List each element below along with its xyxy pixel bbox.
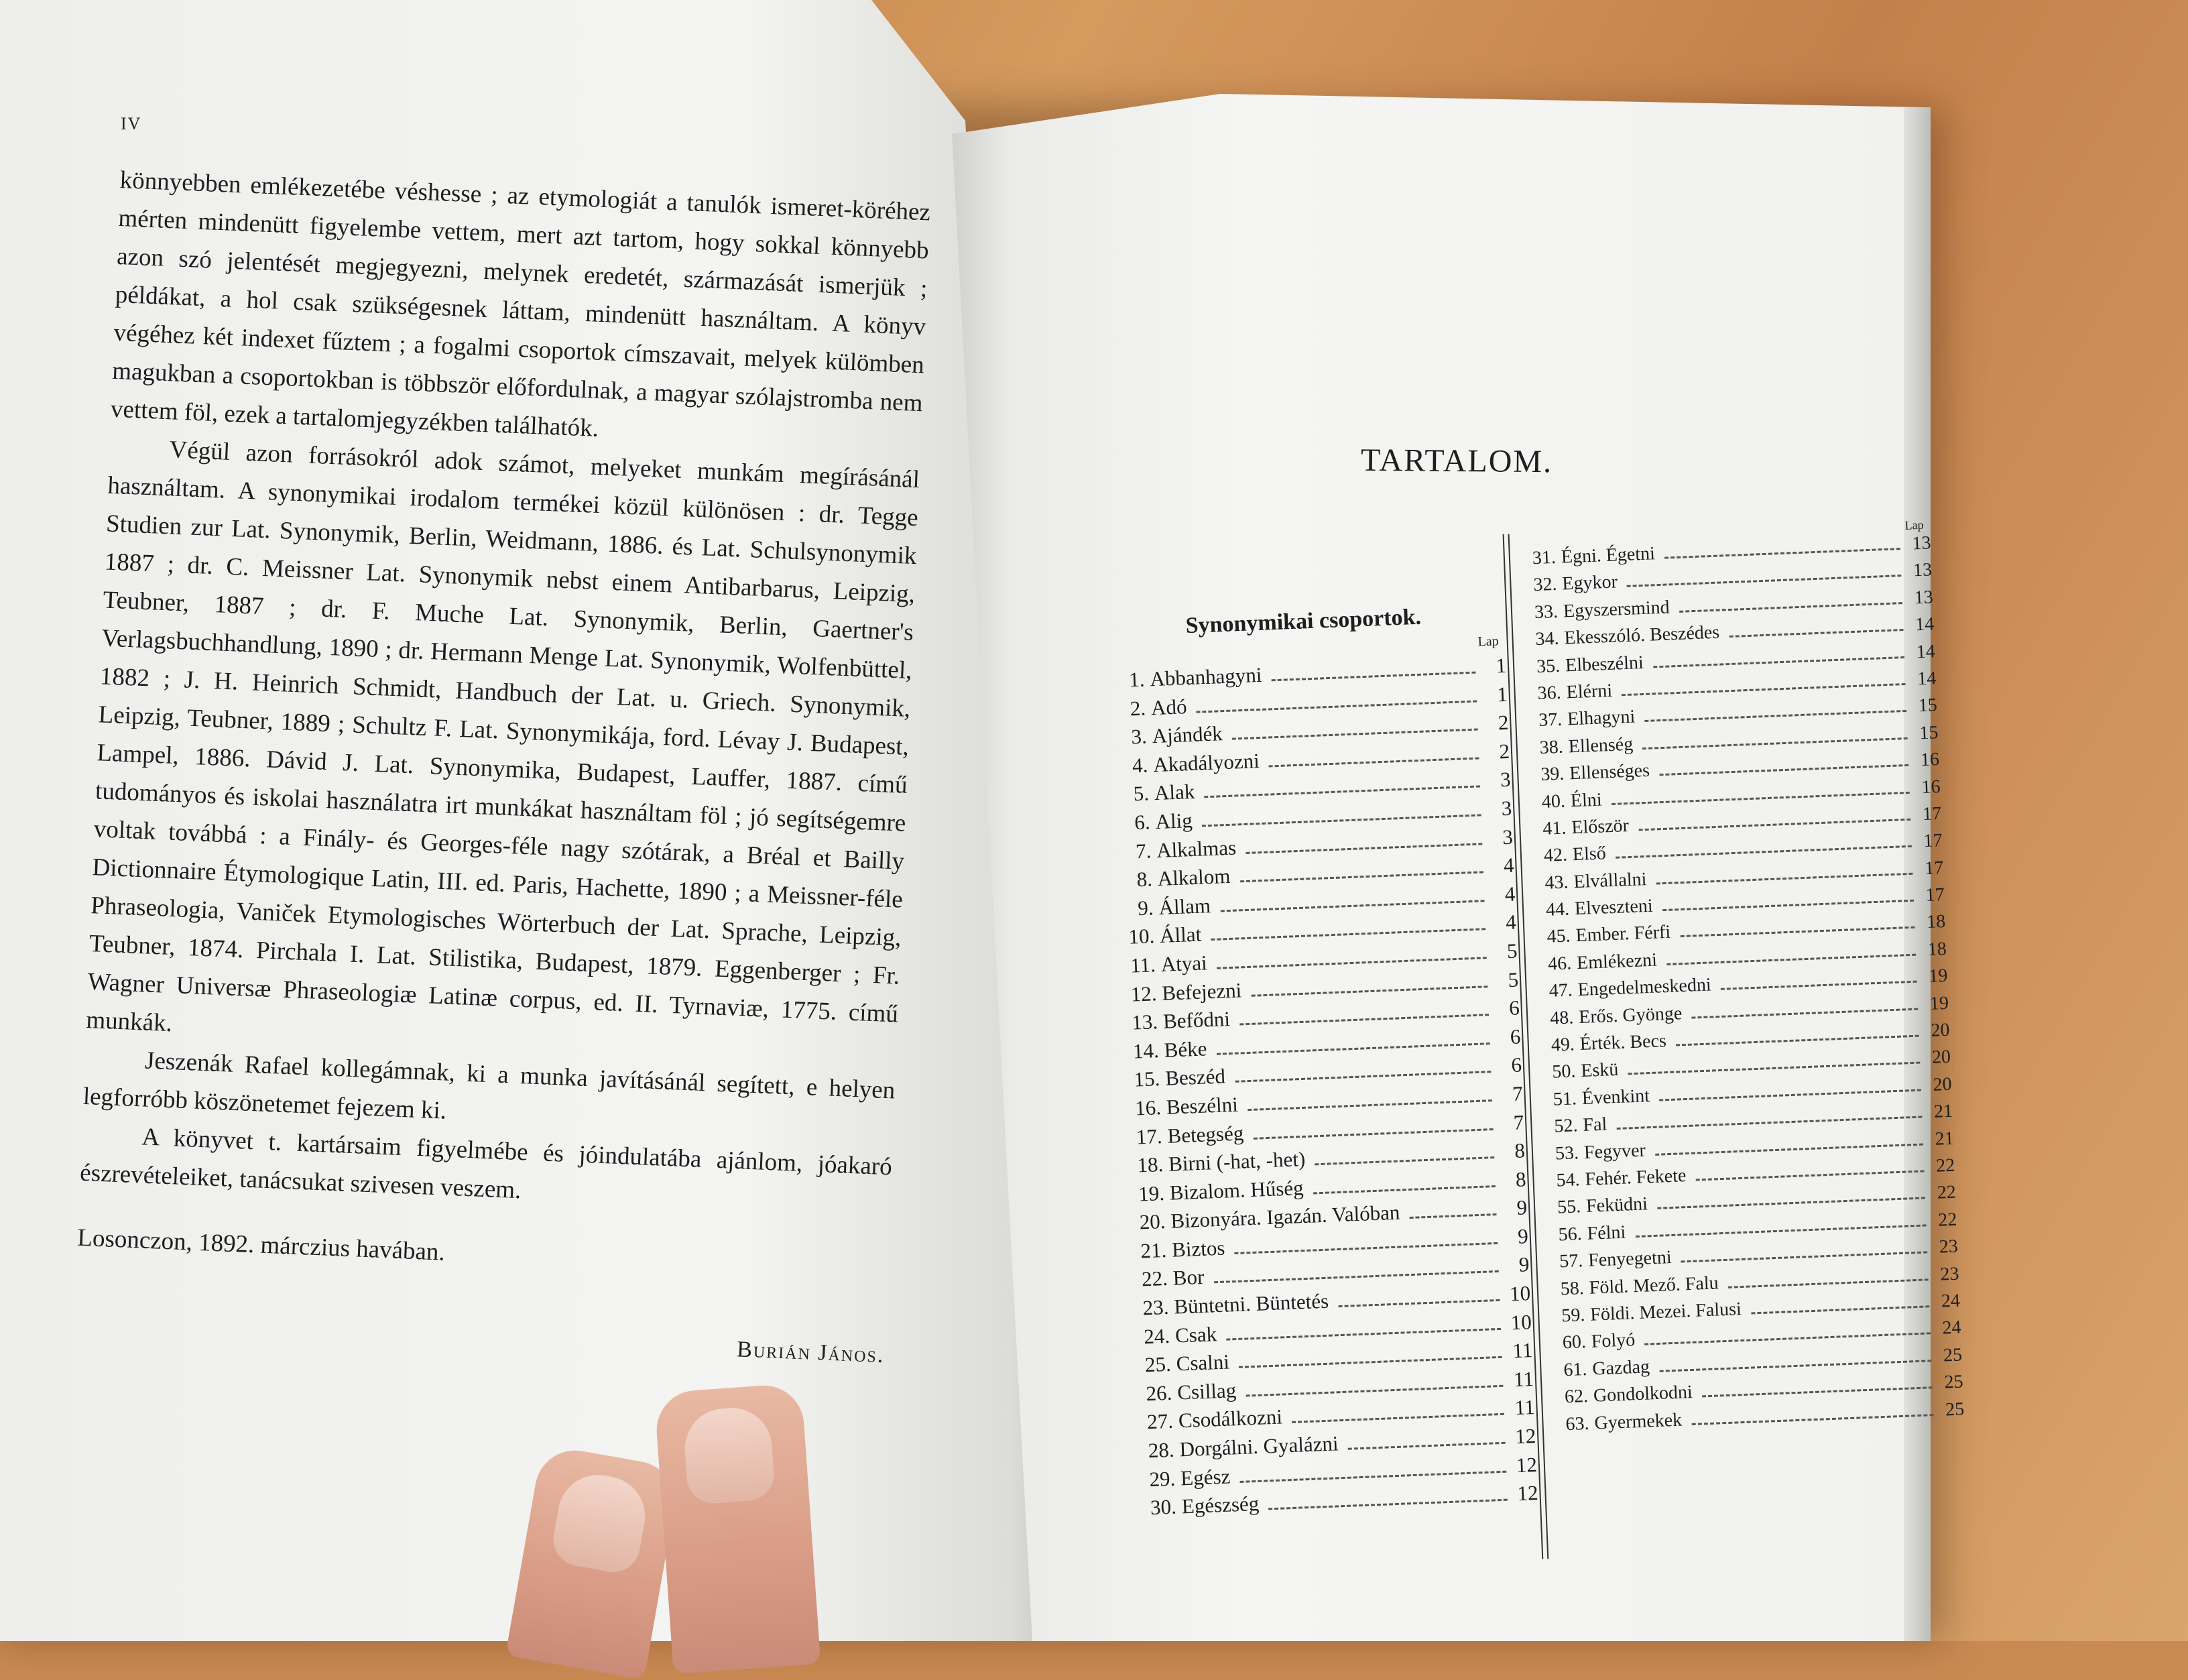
- toc-entry-number: 11.: [1130, 953, 1156, 977]
- toc-entry-number: 55.: [1557, 1196, 1581, 1218]
- toc-leader-dots: [1315, 1156, 1494, 1165]
- toc-entry-label: Folyó: [1591, 1329, 1636, 1353]
- page-number: IV: [121, 114, 142, 133]
- toc-entry-label: Gondolkodni: [1593, 1382, 1693, 1406]
- toc-entry-page: 11: [1513, 1366, 1534, 1392]
- toc-leader-dots: [1676, 1034, 1919, 1046]
- toc-leader-dots: [1666, 953, 1916, 965]
- toc-leader-dots: [1248, 1099, 1492, 1111]
- toc-leader-dots: [1721, 980, 1917, 990]
- toc-leader-dots: [1751, 1305, 1929, 1314]
- toc-entry-page: 17: [1925, 884, 1945, 906]
- toc-entry-page: 4: [1503, 853, 1515, 878]
- toc-entry-page: 13: [1911, 532, 1932, 554]
- toc-entry-label: Alkalom: [1157, 864, 1231, 891]
- toc-entry-page: 13: [1914, 587, 1934, 609]
- toc-column-left: [1101, 575, 1538, 1525]
- toc-entry-label: Biztos: [1171, 1236, 1226, 1262]
- toc-entry-page: 6: [1510, 1053, 1522, 1077]
- toc-entry-page: 2: [1498, 739, 1510, 764]
- toc-entry-label: Csalni: [1176, 1349, 1230, 1376]
- toc-entry-label: Ember. Férfi: [1575, 922, 1671, 947]
- finger: [654, 1383, 821, 1674]
- toc-leader-dots: [1638, 818, 1910, 831]
- toc-entry-label: Büntetni. Büntetés: [1173, 1288, 1329, 1319]
- toc-leader-dots: [1659, 1088, 1921, 1101]
- toc-entry-label: Befejezni: [1161, 977, 1242, 1005]
- toc-leader-dots: [1253, 1128, 1493, 1140]
- toc-entry-number: 57.: [1559, 1250, 1583, 1272]
- toc-entry-page: 6: [1510, 1024, 1521, 1048]
- toc-leader-dots: [1702, 1386, 1933, 1397]
- toc-entry-number: 61.: [1563, 1358, 1588, 1381]
- toc-entry-number: 58.: [1560, 1277, 1585, 1299]
- toc-leader-dots: [1239, 1356, 1502, 1368]
- toc-entry-page: 21: [1935, 1128, 1955, 1150]
- toc-entry-page: 8: [1514, 1138, 1526, 1162]
- toc-entry-page: 7: [1513, 1109, 1524, 1134]
- toc-entry-number: 4.: [1132, 753, 1149, 778]
- toc-entry-number: 24.: [1143, 1323, 1170, 1348]
- toc-entry-label: Bor: [1172, 1265, 1205, 1291]
- toc-leader-dots: [1642, 737, 1907, 749]
- toc-entry-label: Föld. Mező. Falu: [1589, 1272, 1719, 1299]
- toc-entry-page: 9: [1517, 1224, 1529, 1248]
- toc-entry-label: Dorgálni. Gyalázni: [1178, 1431, 1339, 1461]
- toc-entry-number: 18.: [1136, 1152, 1164, 1177]
- toc-entry-label: Alkalmas: [1156, 835, 1237, 862]
- toc-leader-dots: [1251, 985, 1487, 997]
- toc-entry-number: 2.: [1130, 696, 1146, 720]
- toc-entry-number: 36.: [1537, 682, 1562, 705]
- toc-entry-number: 33.: [1534, 601, 1559, 623]
- toc-entry-label: Ellenséges: [1569, 760, 1650, 784]
- toc-entry-page: 1: [1496, 682, 1508, 706]
- toc-entry-number: 49.: [1551, 1034, 1575, 1056]
- toc-entry-label: Béke: [1164, 1036, 1208, 1062]
- toc-leader-dots: [1217, 956, 1487, 969]
- toc-entry-page: 21: [1933, 1100, 1953, 1123]
- toc-leader-dots: [1292, 1413, 1504, 1423]
- lap-label-left: Lap: [1477, 634, 1500, 650]
- toc-entry-label: Elbeszélni: [1565, 652, 1644, 676]
- toc-leader-dots: [1217, 1042, 1490, 1055]
- toc-leader-dots: [1245, 842, 1482, 854]
- toc-entry-number: 41.: [1542, 817, 1567, 839]
- toc-entry-page: 4: [1505, 910, 1517, 935]
- toc-entry-page: 18: [1926, 911, 1946, 933]
- toc-entry-number: 59.: [1561, 1304, 1585, 1327]
- toc-entry-page: 24: [1941, 1317, 1962, 1339]
- toc-entry-page: 19: [1928, 965, 1948, 987]
- toc-entry-number: 23.: [1142, 1295, 1170, 1320]
- toc-leader-dots: [1657, 1197, 1925, 1209]
- toc-leader-dots: [1220, 899, 1484, 912]
- toc-entry-label: Földi. Mezei. Falusi: [1589, 1299, 1742, 1325]
- toc-entry-page: 5: [1506, 939, 1518, 963]
- toc-leader-dots: [1653, 656, 1904, 668]
- toc-entry-label: Egész: [1180, 1464, 1231, 1490]
- toc-entry-number: 34.: [1535, 627, 1560, 650]
- toc-leader-dots: [1679, 601, 1902, 613]
- toc-leader-dots: [1226, 1327, 1501, 1341]
- toc-entry-label: Feküdni: [1585, 1193, 1648, 1217]
- paragraph-4: A könyvet t. kartársaim figyelmébe és jóindulatába ajánlom, jóakaró észrevételeiket, tanácsukat szivesen veszem.: [79, 1123, 893, 1205]
- toc-entry-page: 12: [1516, 1481, 1539, 1506]
- toc-entry-number: 6.: [1134, 810, 1151, 835]
- toc-leader-dots: [1691, 1413, 1933, 1425]
- toc-entry-page: 23: [1939, 1236, 1959, 1258]
- toc-entry-number: 27.: [1146, 1409, 1174, 1434]
- toc-entry-page: 5: [1507, 967, 1519, 992]
- toc-leader-dots: [1235, 1070, 1491, 1083]
- toc-leader-dots: [1245, 1384, 1503, 1397]
- toc-entry-page: 13: [1912, 559, 1933, 581]
- toc-leader-dots: [1664, 547, 1900, 559]
- toc-entry-number: 21.: [1140, 1238, 1167, 1263]
- toc-entry-number: 35.: [1536, 655, 1561, 677]
- toc-entry-page: 3: [1502, 825, 1514, 849]
- toc-entry-number: 32.: [1532, 574, 1558, 596]
- toc-entry-page: 8: [1515, 1166, 1527, 1191]
- paragraph-3: Jeszenák Rafael kollegámnak, ki a munka javításánál segített, e helyen legforróbb köszönetemet fejezem ki.: [82, 1046, 896, 1125]
- toc-entry-page: 23: [1939, 1263, 1959, 1285]
- toc-entry-label: Adó: [1150, 694, 1188, 719]
- toc-leader-dots: [1616, 1116, 1922, 1130]
- toc-entry-page: 11: [1514, 1395, 1536, 1420]
- toc-entry-label: Állam: [1158, 893, 1211, 919]
- toc-entry-label: Egyszersmind: [1563, 597, 1670, 622]
- toc-leader-dots: [1655, 1142, 1923, 1155]
- toc-entry-label: Csillag: [1176, 1378, 1237, 1404]
- toc-entry-label: Ellenség: [1568, 733, 1634, 758]
- toc-leader-dots: [1695, 1169, 1924, 1181]
- toc-entry-label: Félni: [1587, 1221, 1626, 1244]
- toc-entry-number: 45.: [1546, 925, 1571, 948]
- toc-entry-label: Gazdag: [1591, 1356, 1650, 1380]
- toc-entry-page: 16: [1921, 776, 1941, 798]
- toc-entry-number: 56.: [1558, 1223, 1583, 1246]
- toc-entry-label: Elvállalni: [1573, 868, 1647, 892]
- toc-entry-page: 2: [1498, 710, 1510, 735]
- toc-leader-dots: [1644, 709, 1906, 722]
- toc-leader-dots: [1628, 1061, 1921, 1075]
- toc-entry-page: 9: [1518, 1252, 1530, 1277]
- toc-entry-label: Birni (-hat, -het): [1168, 1146, 1306, 1176]
- toc-entry-page: 14: [1914, 613, 1935, 636]
- fingernail: [549, 1469, 651, 1576]
- toc-entry-label: Elhagyni: [1567, 706, 1636, 730]
- toc-entry-number: 53.: [1555, 1142, 1579, 1164]
- toc-entry-number: 44.: [1545, 898, 1570, 920]
- toc-entry-page: 17: [1922, 802, 1942, 825]
- toc-entry-number: 63.: [1565, 1413, 1590, 1435]
- toc-entry-page: 1: [1495, 653, 1507, 678]
- toc-leader-dots: [1622, 682, 1905, 696]
- toc-entry-number: 60.: [1562, 1331, 1587, 1354]
- toc-leader-dots: [1681, 1251, 1927, 1263]
- toc-entry-label: Fehér. Fekete: [1584, 1165, 1687, 1190]
- toc-entry-number: 5.: [1133, 781, 1150, 806]
- toc-entry-label: Fal: [1582, 1114, 1607, 1136]
- toc-entry-label: Először: [1571, 815, 1630, 839]
- toc-entry-label: Csodálkozni: [1178, 1404, 1283, 1433]
- toc-entry-page: 25: [1943, 1344, 1963, 1366]
- toc-entry-page: 22: [1935, 1154, 1955, 1177]
- toc-entry-label: Csak: [1174, 1321, 1217, 1347]
- toc-entry-page: 4: [1504, 882, 1516, 906]
- toc-entry-number: 51.: [1553, 1088, 1577, 1110]
- toc-entry-label: Akadályozni: [1152, 748, 1260, 776]
- toc-leader-dots: [1680, 926, 1914, 937]
- toc-leader-dots: [1204, 785, 1480, 798]
- toc-entry-number: 12.: [1130, 981, 1158, 1006]
- toc-entry-page: 11: [1512, 1338, 1533, 1363]
- toc-leader-dots: [1197, 699, 1477, 713]
- toc-entry-label: Betegség: [1166, 1120, 1244, 1148]
- toc-leader-dots: [1239, 1013, 1489, 1025]
- toc-entry-number: 28.: [1148, 1437, 1175, 1463]
- lap-label-right: Lap: [1904, 518, 1924, 532]
- table-of-contents: [1099, 516, 2010, 1595]
- toc-leader-dots: [1338, 1299, 1500, 1307]
- toc-entry-number: 48.: [1549, 1007, 1574, 1029]
- toc-leader-dots: [1202, 813, 1481, 827]
- toc-entry-number: 29.: [1148, 1466, 1176, 1491]
- toc-entry-number: 30.: [1150, 1494, 1177, 1520]
- toc-entry-label: Befődni: [1162, 1007, 1231, 1033]
- author-signature: Burián János.: [736, 1337, 886, 1368]
- toc-leader-dots: [1240, 871, 1483, 883]
- toc-entry-number: 62.: [1564, 1386, 1589, 1408]
- toc-leader-dots: [1211, 928, 1485, 941]
- toc-entry-number: 19.: [1138, 1181, 1165, 1206]
- preface-text: [73, 161, 931, 1374]
- toc-entry-number: 1.: [1128, 667, 1146, 692]
- toc-entry-page: 14: [1916, 640, 1936, 662]
- toc-leader-dots: [1616, 845, 1912, 859]
- toc-entry-number: 7.: [1135, 838, 1152, 863]
- fingernail: [682, 1405, 776, 1505]
- toc-leader-dots: [1612, 790, 1910, 804]
- toc-entry-number: 9.: [1137, 896, 1154, 920]
- toc-entry-label: Egészség: [1181, 1492, 1260, 1518]
- toc-entry-label: Első: [1572, 843, 1607, 865]
- toc-entry-number: 46.: [1547, 953, 1572, 975]
- toc-entry-label: Bizonyára. Igazán. Valóban: [1170, 1200, 1400, 1233]
- place-date: Losonczon, 1892. márczius havában.: [76, 1223, 446, 1266]
- toc-entry-number: 13.: [1131, 1010, 1158, 1034]
- toc-entry-label: Érték. Becs: [1579, 1030, 1667, 1055]
- toc-entry-page: 3: [1500, 768, 1512, 792]
- toc-entry-page: 15: [1919, 721, 1939, 743]
- toc-entry-number: 25.: [1144, 1352, 1172, 1377]
- toc-leader-dots: [1235, 1242, 1498, 1254]
- toc-entry-number: 10.: [1128, 924, 1155, 949]
- toc-entry-number: 37.: [1538, 709, 1563, 731]
- toc-leader-dots: [1728, 1278, 1929, 1288]
- toc-entry-page: 12: [1516, 1452, 1538, 1477]
- toc-entry-number: 42.: [1543, 844, 1568, 867]
- toc-leader-dots: [1659, 764, 1908, 776]
- toc-entry-number: 15.: [1133, 1067, 1161, 1091]
- toc-entry-label: Abbanhagyni: [1149, 662, 1263, 691]
- toc-entry-number: 40.: [1541, 790, 1566, 813]
- toc-leader-dots: [1410, 1213, 1497, 1219]
- toc-entry-label: Fegyver: [1583, 1139, 1646, 1163]
- toc-leader-dots: [1268, 1498, 1508, 1510]
- toc-entry-page: 10: [1510, 1309, 1532, 1334]
- toc-entry-label: Engedelmeskedni: [1577, 974, 1712, 1001]
- toc-entry-label: Egykor: [1561, 571, 1618, 595]
- toc-leader-dots: [1659, 1359, 1931, 1372]
- group-heading: Synonymikai csoportok.: [1185, 604, 1422, 639]
- toc-entry-number: 38.: [1539, 736, 1564, 758]
- toc-leader-dots: [1635, 1223, 1926, 1238]
- toc-leader-dots: [1656, 872, 1912, 884]
- toc-entry-label: Alak: [1154, 780, 1195, 805]
- toc-entry-number: 52.: [1553, 1115, 1579, 1137]
- toc-entry-label: Beszélni: [1166, 1092, 1239, 1119]
- toc-entry-page: 15: [1918, 695, 1938, 717]
- toc-entry-number: 54.: [1556, 1169, 1581, 1191]
- toc-entry-page: 20: [1931, 1046, 1951, 1069]
- toc-title: TARTALOM.: [1360, 442, 1553, 480]
- toc-entry-page: 17: [1924, 857, 1944, 879]
- toc-entry-label: Atyai: [1160, 951, 1208, 976]
- toc-entry-page: 9: [1516, 1195, 1528, 1220]
- toc-entry-page: 12: [1514, 1424, 1536, 1449]
- toc-leader-dots: [1729, 628, 1903, 638]
- toc-entry-number: 20.: [1139, 1209, 1166, 1234]
- toc-entry-number: 47.: [1548, 979, 1573, 1002]
- toc-entry-number: 17.: [1136, 1124, 1163, 1149]
- toc-entry-label: Erős. Gyönge: [1578, 1002, 1683, 1028]
- toc-entry-label: Gyermekek: [1593, 1409, 1683, 1434]
- toc-entry-label: Bizalom. Hűség: [1169, 1175, 1304, 1205]
- toc-entry-label: Emlékezni: [1576, 949, 1658, 973]
- toc-entry-number: 22.: [1141, 1266, 1168, 1291]
- toc-entry-label: Évenkint: [1581, 1085, 1650, 1109]
- toc-leader-dots: [1232, 728, 1478, 740]
- toc-entry-page: 20: [1932, 1073, 1953, 1095]
- paragraph-1: könnyebben emlékezetébe véshesse ; az etymologiát a tanulók ismeret-köréhez mérten mindenütt figyelembe vettem, mert azt tartom, hogy sokkal könnyebb azon szó jelentését megjegyezni, melynek eredetét, származását ismerjük ; példákat, a hol csak szükségesnek láttam, mindenütt használtam. A könyv végéhez két indexet fűztem ; a fogalmi csoportok címszavait, melyek külömben magukban a csoportokban is többször előfordulnak, a magyar szólajstromba nem vettem föl, ezek a tartalomjegyzékben találhatók.: [110, 166, 931, 442]
- toc-entry-label: Elveszteni: [1574, 895, 1654, 920]
- paragraph-2: Végül azon forrásokról adok számot, melyeket munkám megírásánál használtam. A synonymikai irodalom termékei közül különösen : dr. Tegge Studien zur Lat. Synonymik, Berlin, Weidmann, 1886. és Lat. Schulsynonymik 1887 ; dr. C. Meissner Lat. Synonymik nebst einem Antibarbarus, Leipzig, Teubner, 1887 ; dr. F. Muche Lat. Synonymik, Berlin, Gaertner's Verlagsbuchhandlung, 1890 ; dr. Hermann Menge Lat. Synonymik, Wolfenbüttel, 1882 ; J. H. Heinrich Schmidt, Handbuch der Lat. u. Griech. Synonymik, Leipzig, Teubner, 1889 ; Schultz F. Lat. Synonymikája, ford. Lévay J. Budapest, Lampel, 1886. Dávid J. Lat. Synonymika, Budapest, Lauffer, 1887. című tudományos és iskolai használatra irt munkákat használtam föl ; jó segítségemre voltak továbbá : a Finály- és Georges-féle nagy szótárak, a Bréal et Bailly Dictionnaire Étymologique Latin, III. ed. Paris, Hachette, 1890 ; a Meissner-féle Phraseologia, Vaniček Etymologisches Wörterbuch der Lat. Sprache, Leipzig, Teubner, 1874. Pirchala I. Lat. Stilistika, Budapest, 1879. Eggenberger ; Fr. Wagner Universæ Phraseologiæ Latinæ corpus, ed. II. Tyrnaviæ, 1775. című munkák.: [85, 436, 920, 1038]
- toc-entry-label: Alig: [1154, 808, 1193, 834]
- toc-entry-page: 14: [1917, 668, 1937, 690]
- toc-entry-label: Fenyegetni: [1587, 1247, 1673, 1271]
- toc-entry-label: Ekesszóló. Beszédes: [1563, 621, 1720, 649]
- toc-column-right: [1515, 518, 1965, 1441]
- toc-entry-page: 25: [1945, 1398, 1965, 1420]
- toc-entry-page: 10: [1509, 1281, 1531, 1306]
- toc-leader-dots: [1239, 1469, 1506, 1482]
- toc-entry-label: Állat: [1159, 922, 1202, 948]
- toc-leader-dots: [1627, 574, 1901, 587]
- toc-entry-page: 22: [1937, 1182, 1957, 1204]
- toc-entry-label: Ajándék: [1152, 721, 1223, 748]
- toc-leader-dots: [1348, 1441, 1506, 1450]
- toc-entry-number: 31.: [1532, 546, 1557, 569]
- toc-leader-dots: [1644, 1332, 1930, 1345]
- toc-entry-number: 39.: [1540, 763, 1565, 786]
- toc-entry-page: 25: [1944, 1371, 1964, 1393]
- toc-entry-page: 24: [1941, 1290, 1961, 1312]
- toc-entry-label: Elérni: [1566, 680, 1613, 703]
- toc-leader-dots: [1269, 756, 1479, 767]
- toc-entry-number: 14.: [1132, 1038, 1160, 1063]
- toc-entry-page: 18: [1927, 938, 1947, 960]
- toc-leader-dots: [1272, 671, 1476, 682]
- toc-entry-page: 3: [1501, 796, 1512, 821]
- toc-entry-page: 16: [1920, 749, 1940, 771]
- toc-entry-number: 43.: [1544, 872, 1569, 894]
- toc-entry-page: 22: [1937, 1209, 1957, 1231]
- toc-leader-dots: [1662, 899, 1914, 911]
- toc-entry-number: 16.: [1134, 1095, 1162, 1120]
- toc-entry-page: 19: [1929, 992, 1949, 1014]
- toc-entry-label: Eskü: [1580, 1059, 1619, 1082]
- toc-leader-dots: [1691, 1007, 1918, 1018]
- toc-entry-page: 17: [1923, 830, 1943, 852]
- toc-entry-number: 3.: [1130, 724, 1148, 749]
- toc-leader-dots: [1213, 1270, 1498, 1283]
- toc-entry-page: 7: [1512, 1081, 1524, 1105]
- toc-leader-dots: [1313, 1185, 1496, 1194]
- toc-entry-label: Beszéd: [1164, 1064, 1226, 1091]
- toc-entry-page: 6: [1508, 996, 1520, 1020]
- toc-entry-number: 50.: [1551, 1061, 1576, 1083]
- toc-entry-number: 26.: [1145, 1380, 1173, 1406]
- toc-entry-label: Égni. Égetni: [1561, 543, 1656, 568]
- toc-entry-label: Élni: [1570, 789, 1603, 811]
- toc-entry-page: 20: [1930, 1019, 1951, 1041]
- toc-entry-number: 8.: [1136, 867, 1153, 892]
